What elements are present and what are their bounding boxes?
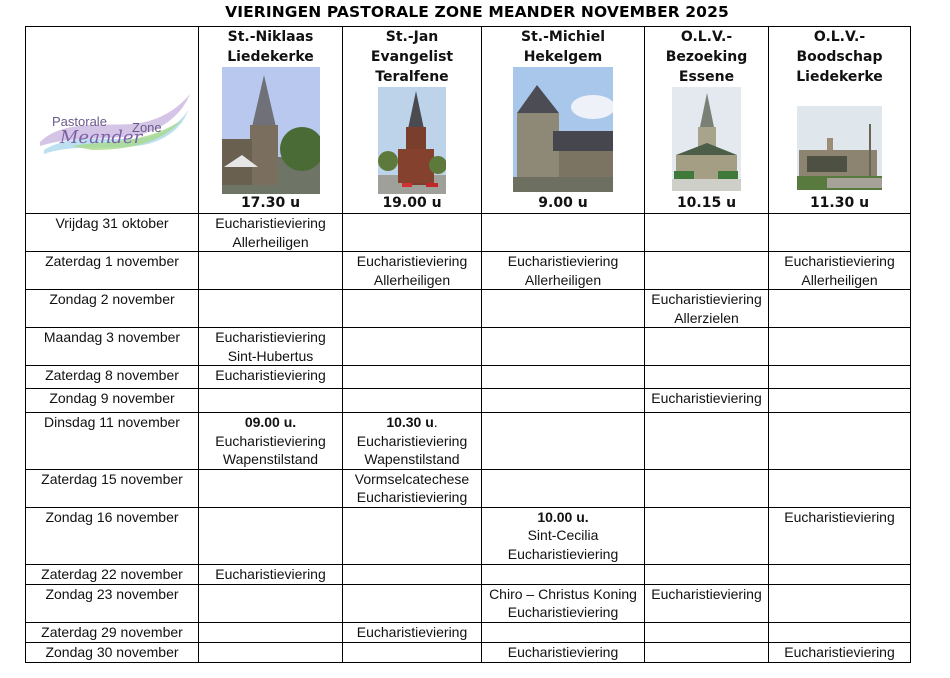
service-line: Vormselcatechese — [354, 470, 470, 487]
pastorale-zone-meander-logo — [32, 80, 192, 160]
date-cell: Dinsdag 11 november — [26, 413, 199, 470]
service-line: Wapenstilstand — [364, 451, 460, 467]
service-line: Eucharistieviering — [784, 643, 895, 660]
service-line: Allerheiligen — [373, 271, 451, 288]
service-cell — [199, 469, 343, 507]
service-cell — [482, 469, 645, 507]
service-cell — [199, 389, 343, 413]
service-time-suffix: . — [433, 414, 438, 430]
service-line: Eucharistieviering — [784, 508, 895, 525]
logo-text-pastorale: Pastorale — [52, 114, 107, 129]
service-line: Allerheiligen — [232, 233, 309, 250]
date-cell: Zondag 16 november — [26, 507, 199, 564]
table-row — [26, 290, 911, 328]
service-cell — [199, 507, 343, 564]
service-cell — [482, 290, 645, 328]
church-name: St.-Jan Evangelist Teralfene — [370, 29, 454, 85]
service-line: Eucharistieviering — [507, 604, 619, 620]
mass-time: 10.15 u — [676, 195, 737, 211]
service-cell — [769, 328, 911, 366]
service-cell — [343, 328, 482, 366]
mass-time: 11.30 u — [809, 195, 870, 211]
service-cell — [343, 584, 482, 622]
service-cell — [645, 584, 769, 622]
service-time — [484, 508, 642, 527]
mass-time: 9.00 u — [538, 195, 588, 211]
date-cell: Zaterdag 22 november — [26, 564, 199, 584]
church-st-jan-photo — [378, 87, 446, 194]
table-row — [26, 366, 911, 389]
church-header — [769, 27, 911, 214]
service-cell — [343, 507, 482, 564]
service-cell — [769, 366, 911, 389]
table-row — [26, 469, 911, 507]
service-line: Eucharistieviering — [507, 545, 619, 562]
service-cell — [645, 469, 769, 507]
church-header — [482, 27, 645, 214]
church-name: O.L.V.- Boodschap Liedekerke — [796, 29, 883, 85]
service-line: Allerzielen — [674, 309, 739, 326]
service-cell — [482, 642, 645, 662]
church-olv-boodschap-photo — [797, 106, 882, 190]
service-cell — [343, 469, 482, 507]
table-row — [26, 564, 911, 584]
service-cell — [199, 413, 343, 470]
service-cell — [343, 564, 482, 584]
date-cell: Zaterdag 15 november — [26, 469, 199, 507]
church-name: St.-Niklaas Liedekerke — [227, 29, 314, 65]
mass-time: 19.00 u — [382, 195, 442, 211]
date-cell: Zaterdag 1 november — [26, 252, 199, 290]
service-cell — [769, 642, 911, 662]
service-cell — [645, 366, 769, 389]
service-cell — [199, 584, 343, 622]
service-cell — [645, 413, 769, 470]
service-cell — [482, 584, 645, 622]
service-cell — [769, 469, 911, 507]
logo-text-zone: Zone — [132, 120, 162, 135]
date-cell: Zaterdag 8 november — [26, 366, 199, 389]
service-line: Wapenstilstand — [222, 451, 319, 467]
service-line: Eucharistieviering — [651, 585, 762, 602]
service-cell — [199, 366, 343, 389]
table-row — [26, 328, 911, 366]
mass-time: 17.30 u — [240, 195, 301, 211]
service-cell — [482, 413, 645, 470]
table-row — [26, 413, 911, 470]
church-name: O.L.V.- Bezoeking Essene — [665, 29, 748, 85]
service-time — [345, 413, 479, 432]
service-cell — [482, 214, 645, 252]
service-cell — [645, 507, 769, 564]
service-cell — [343, 622, 482, 642]
service-line: Eucharistieviering — [356, 432, 468, 449]
service-time-value: 09.00 u. — [244, 414, 297, 430]
church-st-niklaas-photo — [222, 67, 320, 194]
service-line: Eucharistieviering — [651, 291, 762, 307]
service-cell — [645, 214, 769, 252]
service-line: Eucharistieviering — [215, 565, 326, 582]
service-cell — [343, 214, 482, 252]
service-time-value: 10.30 u — [386, 414, 434, 430]
service-line: Eucharistieviering — [215, 432, 326, 449]
church-st-michiel-photo — [513, 67, 613, 192]
service-cell — [482, 622, 645, 642]
date-cell: Zondag 23 november — [26, 584, 199, 622]
date-cell: Zondag 2 november — [26, 290, 199, 328]
service-cell — [645, 564, 769, 584]
service-cell — [769, 564, 911, 584]
service-time-value: 10.00 u. — [537, 508, 589, 525]
service-line: Chiro – Christus Koning — [489, 585, 637, 602]
date-cell: Maandag 3 november — [26, 328, 199, 366]
date-cell: Zaterdag 29 november — [26, 622, 199, 642]
service-cell — [482, 507, 645, 564]
service-line: Eucharistieviering — [507, 643, 619, 660]
service-cell — [199, 252, 343, 290]
date-cell: Zondag 30 november — [26, 642, 199, 662]
service-cell — [199, 328, 343, 366]
service-line: Eucharistieviering — [215, 329, 326, 345]
service-cell — [645, 622, 769, 642]
service-line: Sint-Hubertus — [227, 347, 314, 364]
service-cell — [645, 290, 769, 328]
service-line: Sint-Cecilia — [527, 527, 599, 543]
service-cell — [769, 584, 911, 622]
service-cell — [343, 413, 482, 470]
service-cell — [645, 642, 769, 662]
service-line: Eucharistieviering — [215, 215, 326, 231]
service-cell — [769, 290, 911, 328]
service-line: Allerheiligen — [801, 271, 878, 288]
service-cell — [482, 328, 645, 366]
date-cell: Vrijdag 31 oktober — [26, 214, 199, 252]
service-cell — [199, 564, 343, 584]
table-row — [26, 642, 911, 662]
table-row — [26, 584, 911, 622]
logo-cell — [26, 27, 199, 214]
service-cell — [769, 252, 911, 290]
service-cell — [482, 564, 645, 584]
service-line: Eucharistieviering — [784, 253, 895, 269]
page-title: VIERINGEN PASTORALE ZONE MEANDER NOVEMBER 2025 — [225, 3, 729, 21]
service-cell — [343, 366, 482, 389]
service-line: Eucharistieviering — [356, 253, 468, 269]
date-cell: Zondag 9 november — [26, 389, 199, 413]
service-cell — [199, 642, 343, 662]
service-line: Eucharistieviering — [651, 390, 762, 406]
church-header — [199, 27, 343, 214]
church-header — [645, 27, 769, 214]
service-cell — [482, 389, 645, 413]
service-cell — [343, 642, 482, 662]
service-line: Eucharistieviering — [356, 489, 468, 505]
schedule-table — [25, 26, 911, 663]
service-line: Allerheiligen — [524, 271, 602, 288]
service-line: Eucharistieviering — [356, 623, 468, 640]
service-line: Eucharistieviering — [215, 367, 326, 383]
service-cell — [769, 214, 911, 252]
church-header — [343, 27, 482, 214]
service-cell — [769, 413, 911, 470]
service-cell — [199, 622, 343, 642]
service-cell — [482, 366, 645, 389]
church-olv-bezoeking-photo — [672, 87, 741, 191]
service-cell — [645, 328, 769, 366]
service-cell — [199, 290, 343, 328]
header-row — [26, 27, 911, 214]
table-row — [26, 214, 911, 252]
service-time — [201, 413, 340, 432]
service-cell — [769, 389, 911, 413]
table-row — [26, 252, 911, 290]
service-cell — [769, 507, 911, 564]
service-cell — [645, 252, 769, 290]
table-row — [26, 507, 911, 564]
service-cell — [343, 290, 482, 328]
service-cell — [343, 252, 482, 290]
table-row — [26, 389, 911, 413]
service-line: Eucharistieviering — [507, 253, 619, 269]
service-cell — [482, 252, 645, 290]
logo-text-meander: Meander — [60, 127, 143, 148]
service-cell — [199, 214, 343, 252]
church-name: St.-Michiel Hekelgem — [521, 29, 605, 65]
service-cell — [343, 389, 482, 413]
service-cell — [769, 622, 911, 642]
table-row — [26, 622, 911, 642]
service-cell — [645, 389, 769, 413]
